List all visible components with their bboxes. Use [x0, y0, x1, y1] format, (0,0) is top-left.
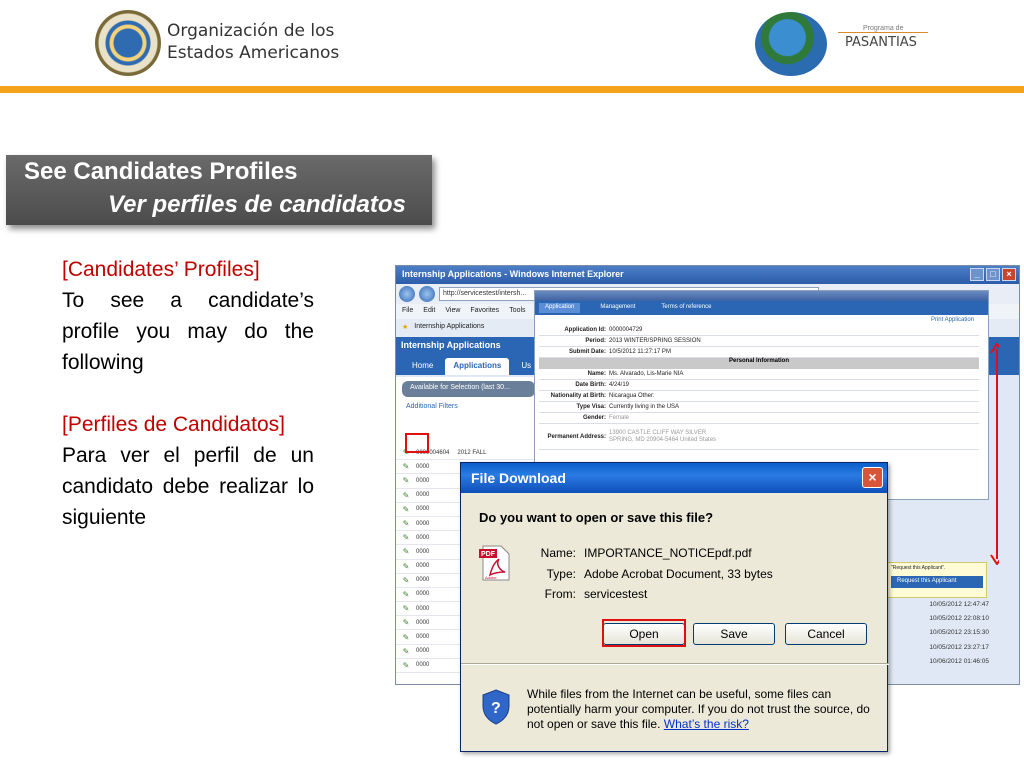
table-row[interactable]: ✎ 0000 [396, 645, 541, 659]
personal-info-section: Personal Information [539, 358, 979, 369]
dialog-separator [461, 663, 889, 665]
field-row: Permanent Address: 13900 CASTLE CLIFF WAY SILVER SPRING, MD 20904-5464 United States [539, 424, 979, 450]
oas-name-line2: Estados Americanos [167, 43, 340, 63]
app-header: Internship Applications [396, 337, 1019, 355]
security-warning [527, 687, 877, 732]
cancel-button[interactable]: Cancel [785, 623, 867, 645]
field-row: Nationality at Birth: Nicaragua Other: [539, 391, 979, 402]
whats-the-risk-link[interactable]: What’s the risk? [663, 717, 749, 731]
menu-view[interactable]: View [445, 307, 461, 314]
field-row: Submit Date: 10/5/2012 11:27:17 PM [539, 347, 979, 358]
back-arrow-icon[interactable] [399, 286, 415, 302]
table-row[interactable]: ✎ 0000 [396, 602, 541, 616]
double-arrow-icon [985, 343, 999, 565]
additional-filters-link[interactable]: Additional Filters [406, 403, 458, 410]
menu-file[interactable]: File [402, 307, 414, 314]
menu-tools[interactable]: Tools [509, 307, 526, 314]
table-row[interactable]: ✎ 0000 [396, 474, 541, 488]
edit-pencil-icon[interactable]: ✎ [402, 533, 410, 543]
edit-pencil-icon[interactable]: ✎ [402, 561, 410, 571]
view-panel-tabs [535, 301, 988, 315]
view-panel-titlebar [535, 291, 988, 301]
field-row: Application Id: 0000004729 [539, 325, 979, 336]
request-panel [887, 562, 987, 598]
edit-pencil-icon[interactable]: ✎ [402, 618, 410, 628]
ie-title-bar [396, 266, 1019, 284]
dialog-title-bar [461, 463, 887, 493]
en-body: To see a candidate’s profile you may do the following [62, 289, 314, 374]
request-note: "Request this Applicant". [891, 565, 946, 571]
selection-header: Available for Selection (last 30... [402, 381, 535, 397]
star-icon[interactable]: ★ [402, 324, 409, 331]
oas-name [167, 20, 339, 64]
edit-pencil-icon[interactable]: ✎ [402, 448, 410, 458]
fav-tab[interactable]: Internship Applications [414, 323, 485, 330]
edit-pencil-icon[interactable]: ✎ [402, 604, 410, 614]
type-label: Type: [546, 566, 576, 581]
open-button-highlight [602, 619, 686, 647]
table-row[interactable]: ✎ 0000 [396, 588, 541, 602]
date-cell: 10/05/2012 23:15:30 [929, 629, 989, 637]
program-name: PASANTIAS [845, 35, 917, 50]
forward-arrow-icon[interactable] [419, 286, 435, 302]
table-row[interactable]: ✎ 0000 [396, 460, 541, 474]
table-row[interactable]: ✎ 0000 [396, 616, 541, 630]
svg-text:?: ? [491, 700, 501, 717]
field-row: Date Birth: 4/24/19 [539, 380, 979, 391]
edit-pencil-icon[interactable]: ✎ [402, 575, 410, 585]
adobe-icon-label: Adobe [485, 575, 497, 580]
edit-pencil-icon[interactable]: ✎ [402, 660, 410, 670]
field-row: Gender: Female [539, 413, 979, 424]
date-cell: 10/06/2012 01:46:05 [929, 657, 989, 665]
en-heading: [Candidates’ Profiles] [62, 258, 260, 281]
pdf-file-icon [479, 545, 511, 581]
tab-users[interactable]: Us [521, 361, 532, 370]
file-name: IMPORTANCE_NOTICEpdf.pdf [584, 546, 752, 560]
menu-favorites[interactable]: Favorites [470, 307, 500, 314]
file-type: Adobe Acrobat Document, 33 bytes [584, 566, 773, 581]
edit-pencil-icon[interactable]: ✎ [402, 646, 410, 656]
banner-title-es: Ver perfiles de candidatos [108, 191, 406, 218]
table-row[interactable]: ✎ 0000 [396, 630, 541, 644]
maximize-icon[interactable]: □ [986, 268, 1000, 281]
tab-application[interactable]: Application [539, 303, 580, 313]
tab-management[interactable]: Management [600, 304, 636, 310]
table-row[interactable]: ✎ 0000 [396, 503, 541, 517]
field-row: Period: 2013 WINTER/SPRING SESSION [539, 336, 979, 347]
menu-edit[interactable]: Edit [423, 307, 436, 314]
edit-pencil-icon[interactable]: ✎ [402, 589, 410, 599]
address-input[interactable]: http://servicestest/intersh... [439, 287, 819, 301]
table-row[interactable]: ✎ 0000 [396, 517, 541, 531]
table-row[interactable]: ✎ 0000 [396, 659, 541, 673]
oas-seal-logo [95, 10, 161, 76]
pasantias-globe-logo [755, 12, 827, 76]
save-button[interactable]: Save [693, 623, 775, 645]
dialog-close-icon[interactable]: × [862, 467, 883, 488]
pasantias-rule [838, 32, 928, 33]
table-row[interactable]: ✎ 0000 [396, 545, 541, 559]
dialog-title: File Download [471, 470, 566, 486]
dates-column [925, 598, 989, 669]
from-label: From: [544, 587, 576, 601]
request-applicant-button[interactable]: Request this Applicant [891, 576, 983, 588]
file-download-dialog [460, 462, 888, 752]
edit-pencil-icon[interactable]: ✎ [402, 490, 410, 500]
date-cell: 10/05/2012 12:47:47 [929, 601, 989, 608]
date-cell: 10/05/2012 23:27:17 [929, 643, 989, 651]
edit-pencil-icon[interactable]: ✎ [402, 547, 410, 557]
date-cell: 10/05/2012 22:08:10 [929, 615, 989, 623]
file-info [536, 543, 773, 605]
es-body: Para ver el perfil de un candidato debe realizar lo siguiente [62, 444, 314, 529]
field-row: Type Visa: Currently living in the USA [539, 402, 979, 413]
table-row[interactable]: ✎ 0000 [396, 489, 541, 503]
dialog-question: Do you want to open or save this file? [479, 510, 714, 525]
tab-applications[interactable]: Applications [445, 358, 509, 375]
ie-window-title: Internship Applications - Windows Internet Explorer [402, 269, 624, 279]
name-label: Name: [540, 546, 576, 560]
tab-home[interactable]: Home [412, 361, 434, 370]
banner-title-en: See Candidates Profiles [24, 158, 298, 185]
pdf-icon-label: PDF [481, 551, 495, 558]
edit-pencil-icon[interactable]: ✎ [402, 519, 410, 529]
security-shield-icon [481, 689, 511, 725]
file-source: servicestest [584, 587, 648, 601]
field-row: Name: Ms. Alvarado, Lis-Marie NIA [539, 369, 979, 380]
edit-pencil-icon[interactable]: ✎ [402, 462, 410, 472]
edit-pencil-icon[interactable]: ✎ [402, 476, 410, 486]
oas-name-line1: Organización de los [167, 21, 335, 41]
edit-pencil-icon[interactable]: ✎ [402, 632, 410, 642]
close-icon[interactable]: × [1002, 268, 1016, 281]
instructions-text [62, 254, 314, 533]
open-button[interactable]: Open [603, 623, 685, 645]
edit-pencil-icon[interactable]: ✎ [402, 504, 410, 514]
es-heading: [Perfiles de Candidatos] [62, 413, 285, 436]
header-orange-bar [0, 86, 1024, 93]
warning-text: While files from the Internet can be useful, some files can potentially harm your computer. If you do not trust the source, do not open or save this file. [527, 687, 870, 731]
print-application-link[interactable]: Print Application [930, 317, 974, 323]
tab-terms-of-reference[interactable]: Terms of reference [661, 304, 712, 310]
table-row[interactable]: ✎ 0000 [396, 531, 541, 545]
table-row[interactable]: ✎ 0000 [396, 574, 541, 588]
minimize-icon[interactable]: _ [970, 268, 984, 281]
program-small-label: Programa de [863, 25, 904, 32]
table-row[interactable]: ✎ 0000004604 2012 FALL [396, 446, 541, 460]
first-row-highlight [405, 433, 429, 453]
table-row[interactable]: ✎ 0000 [396, 560, 541, 574]
